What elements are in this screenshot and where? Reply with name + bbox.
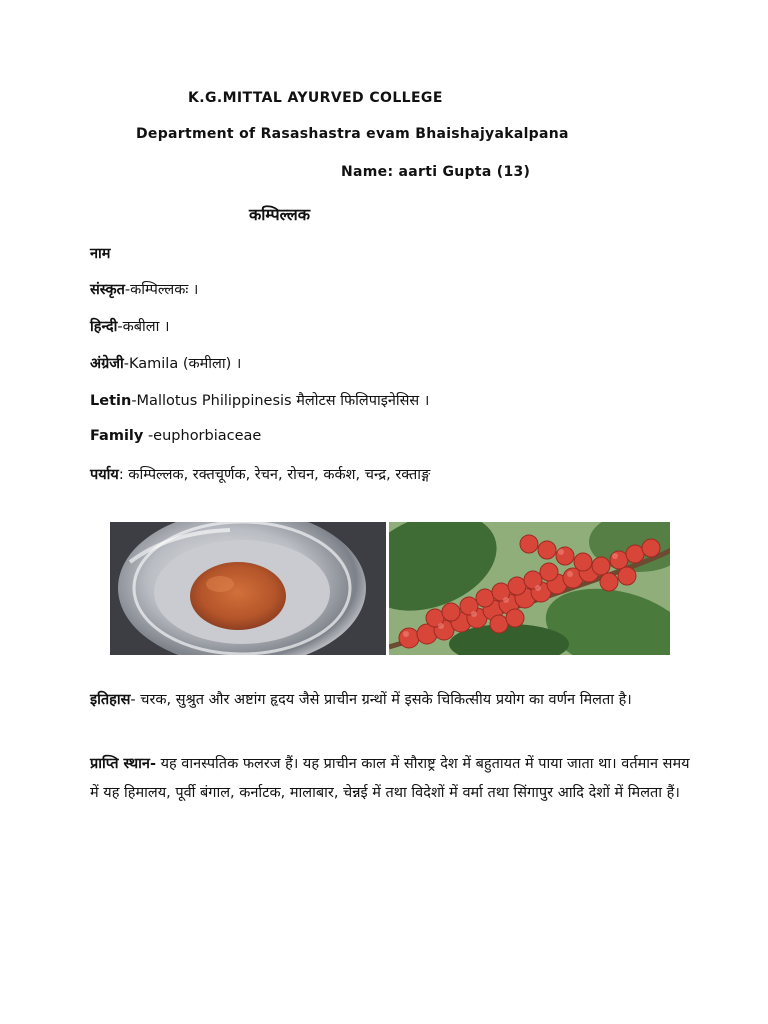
name-label: Family [90,428,144,444]
name-value: -euphorbiaceae [143,428,262,444]
fruit-cluster-photo [389,522,670,655]
page-title: कम्पिल्लक [249,205,310,224]
name-latin [90,390,429,410]
name-label: Letin [90,393,132,409]
name-label: अंग्रेजी [90,356,124,372]
itihas-label: इतिहास [90,692,131,708]
name-value: : कम्पिल्लक, रक्तचूर्णक, रेचन, रोचन, कर्कश, चन्द्र, रक्ताङ्ग [118,467,431,483]
prapti-label: प्राप्ति स्थान- [90,756,156,772]
name-value: -कबीला । [117,319,170,335]
name-family [90,428,261,444]
name-english [90,353,241,373]
name-value: -Kamila (कमीला) । [123,356,242,372]
college-name: K.G.MITTAL AYURVED COLLEGE [188,90,443,106]
name-hindi [90,316,170,336]
name-label: पर्याय [90,467,119,483]
powder-bowl-photo [110,522,386,655]
name-value: -कम्पिल्लकः । [124,282,199,298]
name-label: संस्कृत [90,282,125,298]
itihas-paragraph [90,686,690,715]
name-value: -Mallotus Philippinesis मैलोटस फिलिपाइनेसिस । [131,393,430,409]
naam-heading: नाम [90,246,111,262]
prapti-paragraph [90,750,690,808]
name-sanskrit [90,279,198,299]
name-label: हिन्दी [90,319,118,335]
department-name: Department of Rasashastra evam Bhaishajyakalpana [136,126,569,142]
student-name: Name: aarti Gupta (13) [341,164,531,180]
itihas-text: - चरक, सुश्रुत और अष्टांग हृदय जैसे प्राचीन ग्रन्थों में इसके चिकित्सीय प्रयोग का वर्णन मिलता है। [130,692,632,708]
prapti-text: यह वानस्पतिक फलरज हैं। यह प्राचीन काल में सौराष्ट्र देश में बहुतायत में पाया जाता था। वर्तमान समय में यह हिमालय, पूर्वी बंगाल, कर्नाटक, मालाबार, चेन्नई में तथा विदेशों में वर्मा तथा सिंगापुर आदि देशों में मिलता हैं। [90,756,690,801]
synonyms [90,464,430,484]
